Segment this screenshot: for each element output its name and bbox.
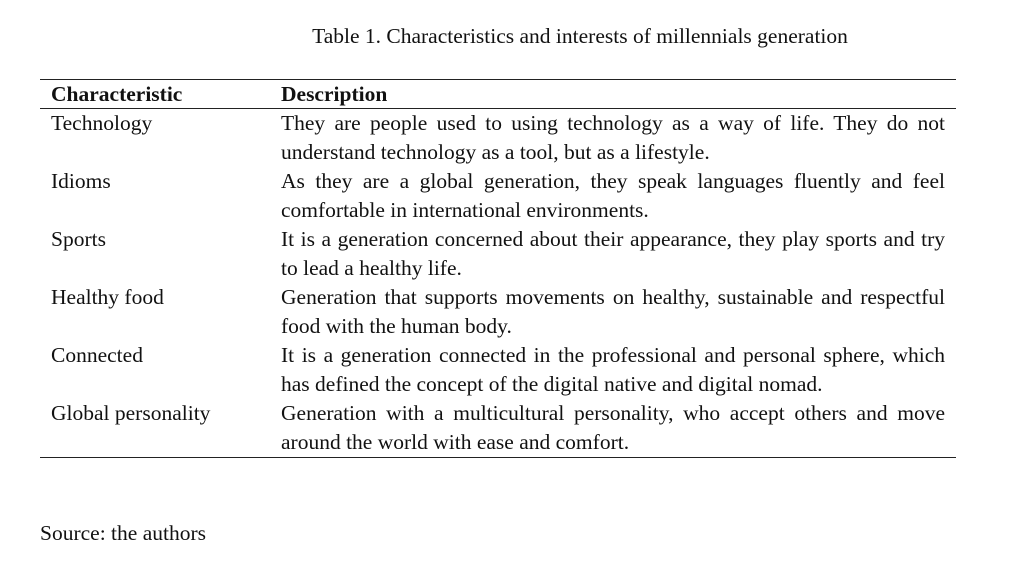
table-header-row: [40, 80, 956, 109]
table-row: [40, 109, 956, 167]
table-row: [40, 341, 956, 399]
cell-description: It is a generation connected in the professional and personal sphere, which has defined the concept of the digital native and digital nomad.: [281, 343, 945, 396]
characteristics-table: [40, 79, 956, 458]
cell-characteristic: Idioms: [51, 169, 111, 193]
cell-characteristic: Sports: [51, 227, 106, 251]
cell-description: As they are a global generation, they speak languages fluently and feel comfortable in international environments.: [281, 169, 945, 222]
cell-characteristic: Global personality: [51, 401, 211, 425]
source-note: Source: the authors: [40, 521, 206, 545]
cell-characteristic: Healthy food: [51, 285, 164, 309]
cell-description: They are people used to using technology as a way of life. They do not understand technology as a tool, but as a lifestyle.: [281, 111, 945, 164]
table-row: [40, 399, 956, 457]
table-row: [40, 167, 956, 225]
header-characteristic: Characteristic: [51, 82, 183, 106]
cell-characteristic: Connected: [51, 343, 143, 367]
cell-description: It is a generation concerned about their appearance, they play sports and try to lead a healthy life.: [281, 227, 945, 280]
cell-characteristic: Technology: [51, 111, 153, 135]
cell-description: Generation with a multicultural personality, who accept others and move around the world with ease and comfort.: [281, 401, 945, 454]
table-caption: Table 1. Characteristics and interests of millennials generation: [312, 24, 848, 48]
header-description: Description: [281, 82, 388, 106]
table-row: [40, 225, 956, 283]
table-row: [40, 283, 956, 341]
cell-description: Generation that supports movements on healthy, sustainable and respectful food with the human body.: [281, 285, 945, 338]
